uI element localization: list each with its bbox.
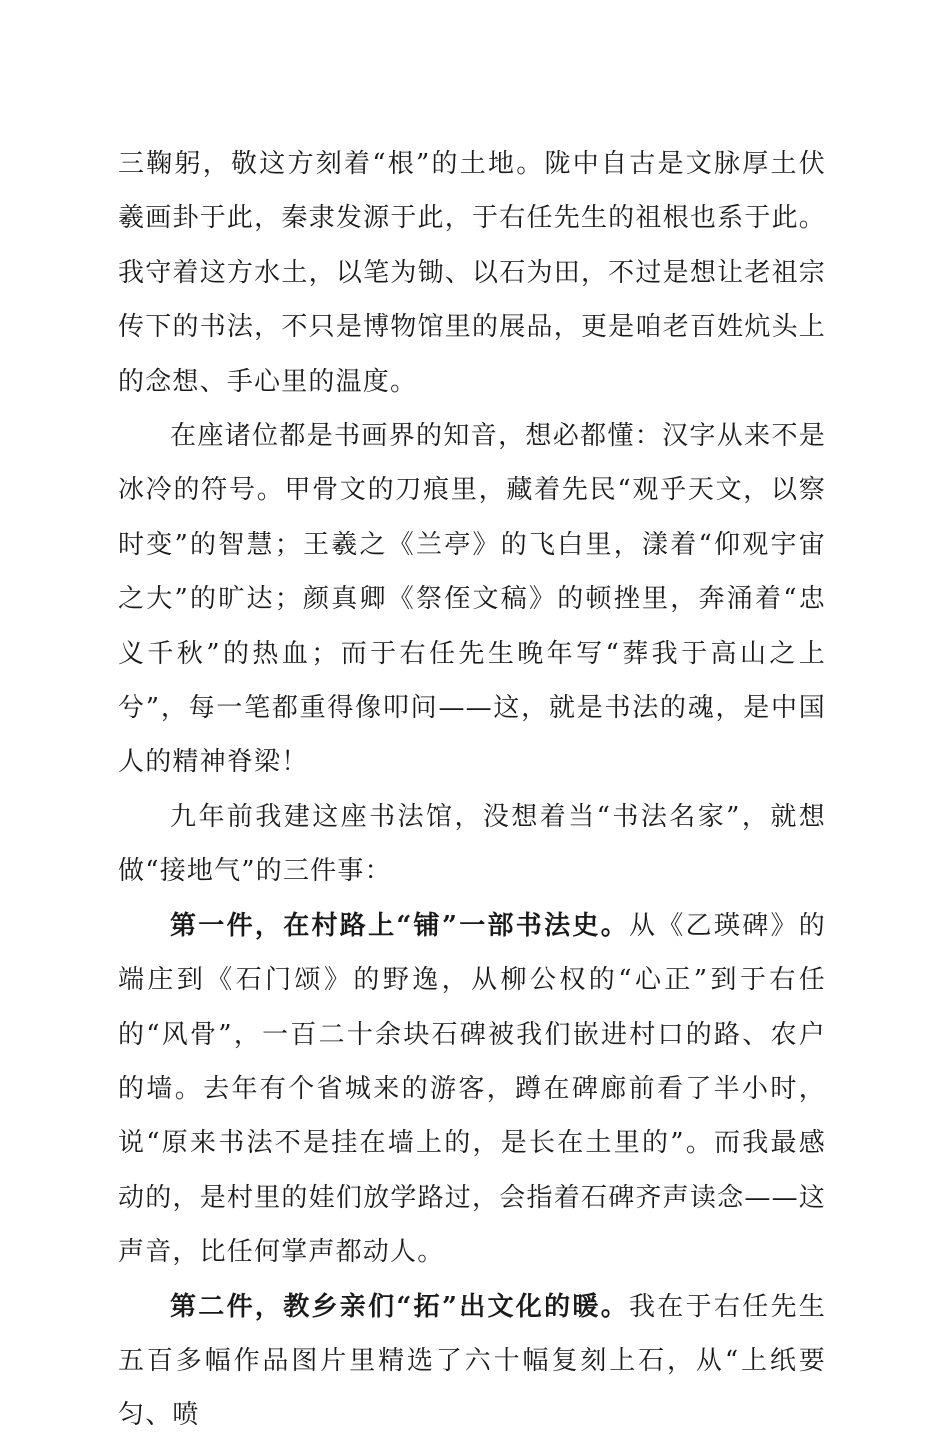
paragraph-3 [118, 790, 826, 899]
document-body [118, 137, 826, 1443]
paragraph-4 [118, 899, 826, 1280]
paragraph-2 [118, 409, 826, 790]
paragraph-1-text: 三鞠躬，敬这方刻着“根”的土地。陇中自古是文脉厚土伏羲画卦于此，秦隶发源于此，于右任先生的祖根也系于此。我守着这方水土，以笔为锄、以石为田，不过是想让老祖宗传下的书法，不只是博物馆里的展品，更是咱老百姓炕头上的念想、手心里的温度。 [118, 149, 826, 397]
paragraph-4-text: 从《乙瑛碑》的端庄到《石门颂》的野逸，从柳公权的“心正”到于右任的“风骨”，一百二十余块石碑被我们嵌进村口的路、农户的墙。去年有个省城来的游客，蹲在碑廊前看了半小时，说“原来书法不是挂在墙上的，是长在土里的”。而我最感动的，是村里的娃们放学路过，会指着石碑齐声读念——这声音，比任何掌声都动人。 [118, 910, 826, 1268]
paragraph-3-text: 九年前我建这座书法馆，没想着当“书法名家”，就想做“接地气”的三件事： [118, 801, 826, 887]
paragraph-5-text: 我在于右任先生五百多幅作品图片里精选了六十幅复刻上石，从“上纸要匀、喷 [118, 1291, 826, 1431]
paragraph-4-lead: 第一件，在村路上“铺”一部书法史。 [170, 910, 629, 941]
paragraph-5-lead: 第二件，教乡亲们“拓”出文化的暖。 [170, 1291, 629, 1322]
paragraph-1 [118, 137, 826, 409]
paragraph-2-text: 在座诸位都是书画界的知音，想必都懂：汉字从来不是冰冷的符号。甲骨文的刀痕里，藏着先民“观乎天文，以察时变”的智慧；王羲之《兰亭》的飞白里，漾着“仰观宇宙之大”的旷达；颜真卿《祭侄文稿》的顿挫里，奔涌着“忠义千秋”的热血；而于右任先生晚年写“葬我于高山之上兮”，每一笔都重得像叩问——这，就是书法的魂，是中国人的精神脊梁！ [118, 421, 826, 778]
paragraph-5 [118, 1280, 826, 1443]
